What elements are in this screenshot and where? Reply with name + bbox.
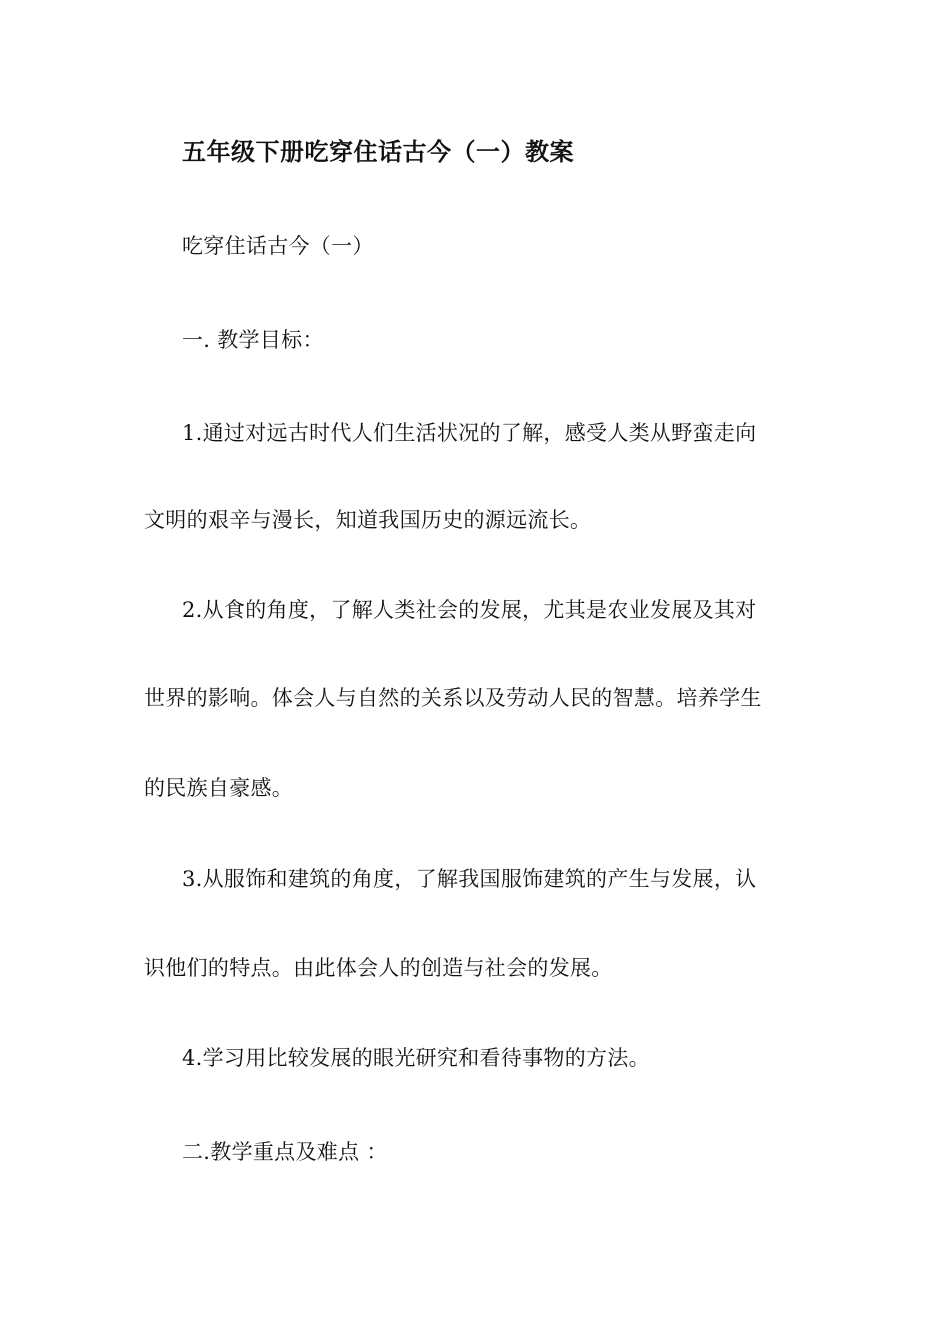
goal-4-line-1: 4.学习用比较发展的眼光研究和看待事物的方法。 [182, 1046, 650, 1070]
section-heading-key-points: 二.教学重点及难点 ： [182, 1140, 388, 1164]
goal-1-line-1: 1.通过对远古时代人们生活状况的了解，感受人类从野蛮走向 [182, 421, 757, 445]
goal-2-line-2: 世界的影响。体会人与自然的关系以及劳动人民的智慧。培养学生 [144, 686, 762, 710]
goal-3-line-1: 3.从服饰和建筑的角度，了解我国服饰建筑的产生与发展，认 [182, 867, 757, 891]
goal-3-line-2: 识他们的特点。由此体会人的创造与社会的发展。 [144, 956, 613, 980]
document-title: 五年级下册吃穿住话古今（一）教案 [182, 137, 574, 166]
goal-2-line-3: 的民族自豪感。 [144, 776, 294, 800]
section-heading-goals: 一. 教学目标： [182, 328, 324, 352]
goal-2-line-1: 2.从食的角度，了解人类社会的发展，尤其是农业发展及其对 [182, 598, 757, 622]
goal-1-line-2: 文明的艰辛与漫长，知道我国历史的源远流长。 [144, 508, 592, 532]
document-subtitle: 吃穿住话古今（一） [182, 234, 374, 258]
